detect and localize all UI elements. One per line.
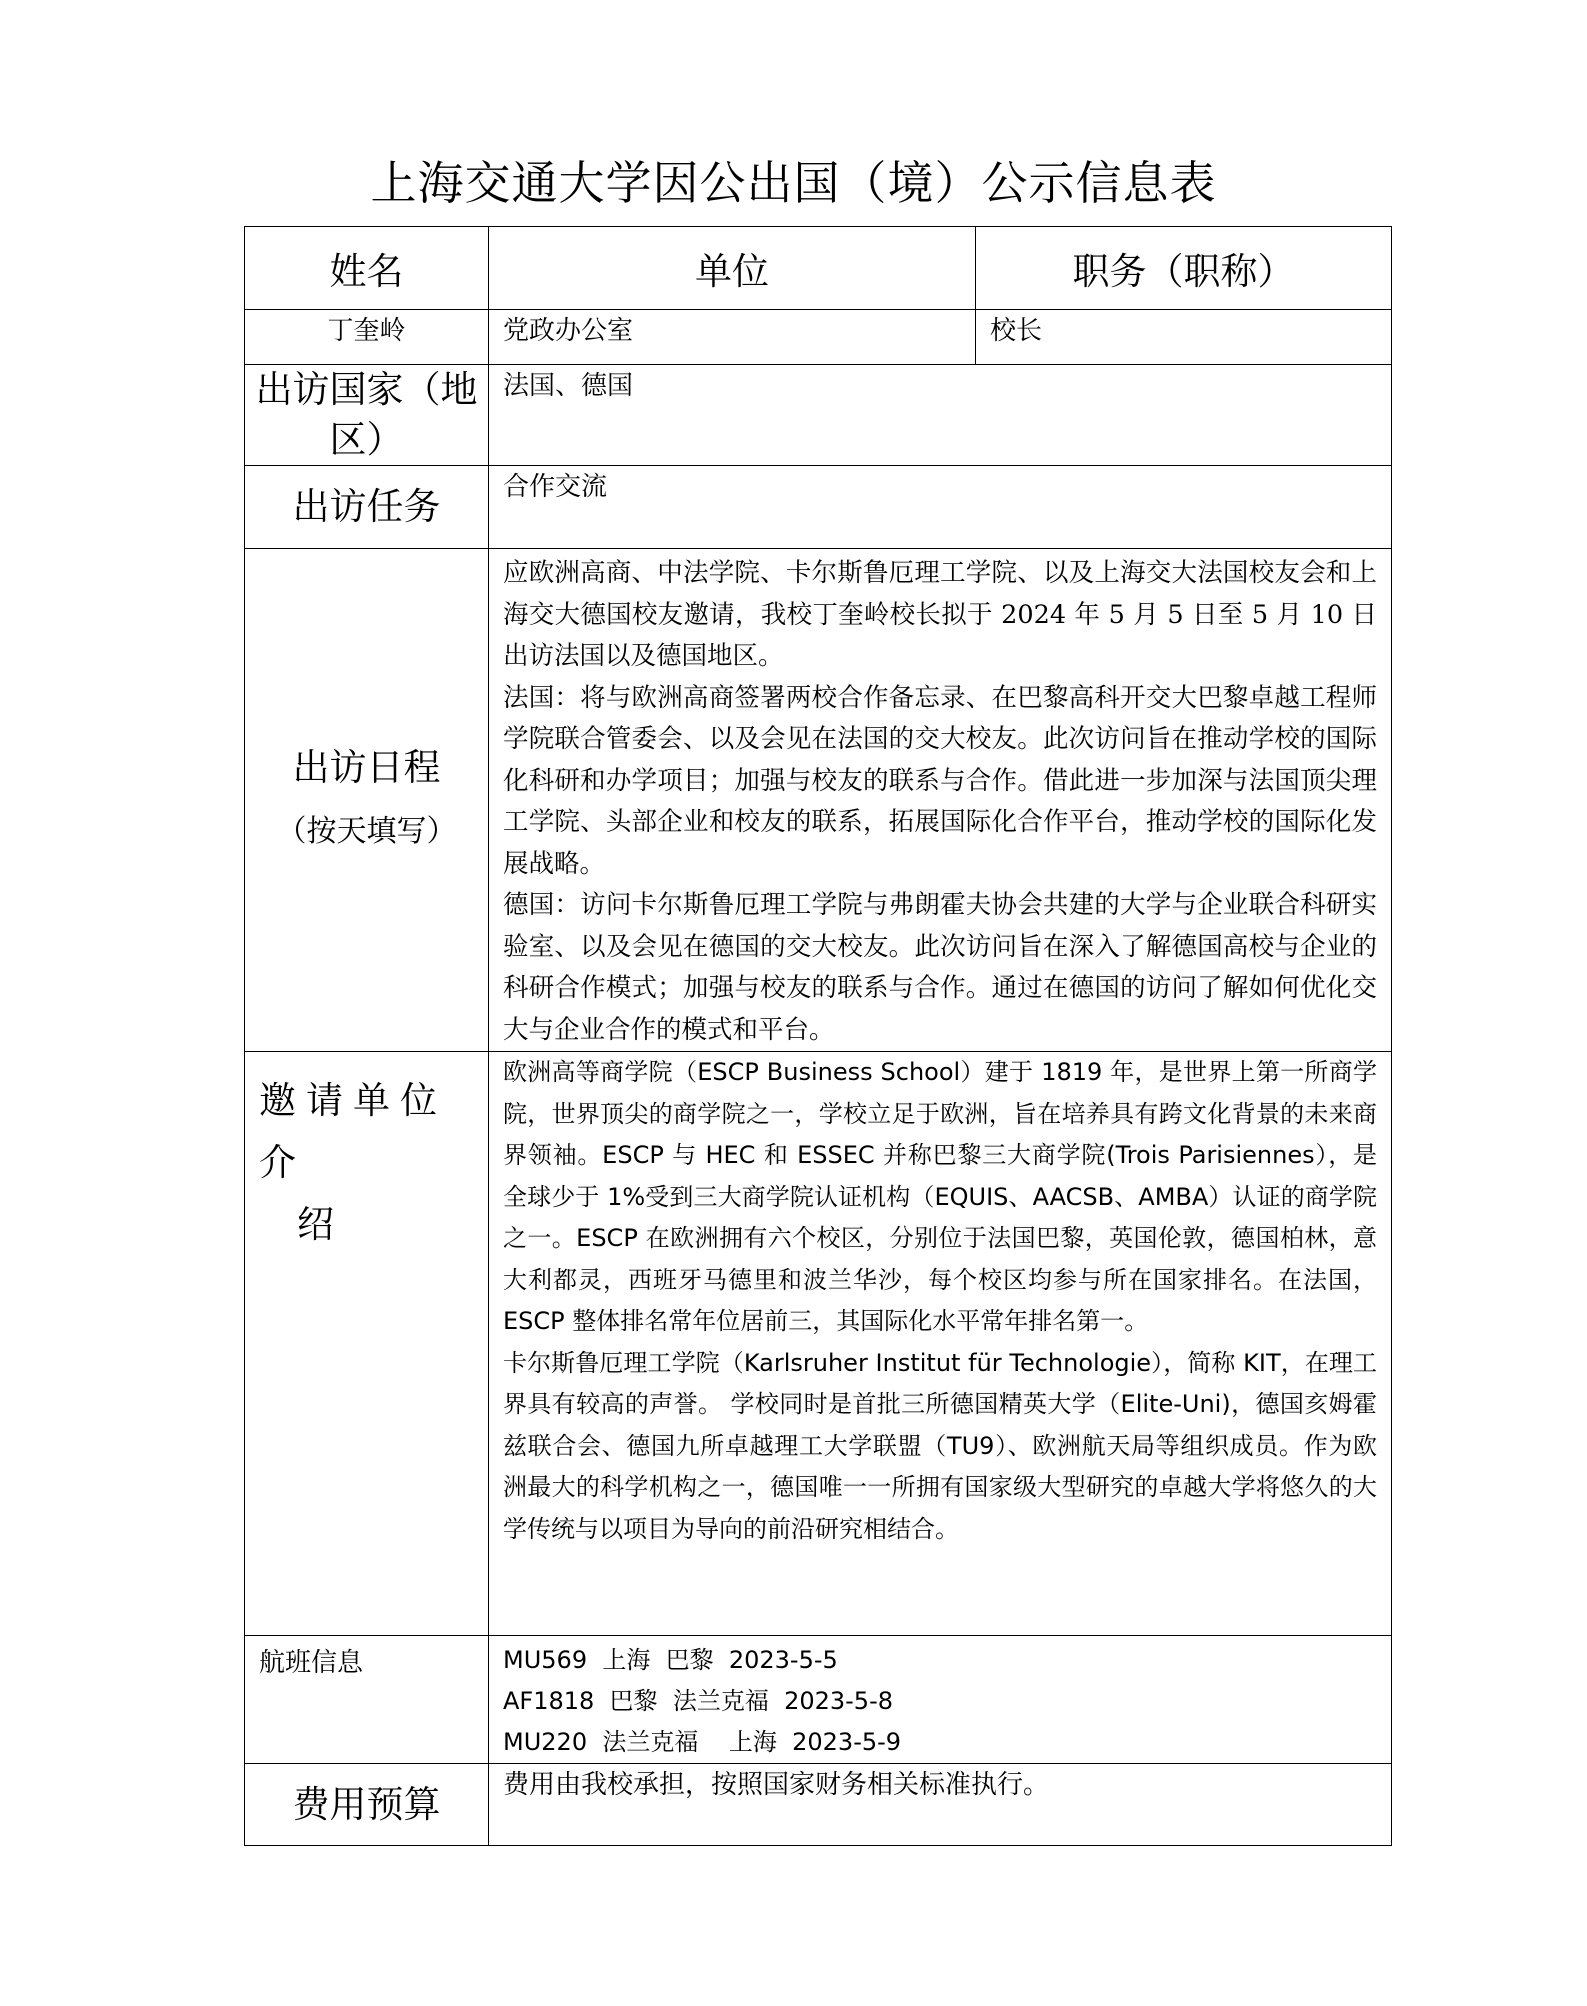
person-row: [245, 310, 1392, 365]
person-position: 校长: [976, 310, 1392, 365]
schedule-label: 出访日程: [292, 746, 441, 789]
schedule-row: [245, 549, 1392, 1052]
info-table: [244, 226, 1392, 1846]
flight-list: [489, 1636, 1392, 1764]
budget-value: 费用由我校承担，按照国家财务相关标准执行。: [489, 1764, 1392, 1846]
schedule-content: [489, 549, 1392, 1052]
position-header: 职务（职称）: [976, 227, 1392, 310]
unit-header: 单位: [489, 227, 976, 310]
inviter-row: [245, 1052, 1392, 1636]
flight-item: MU220 法兰克福 上海 2023-5-9: [503, 1728, 902, 1756]
flight-item: AF1818 巴黎 法兰克福 2023-5-8: [503, 1687, 894, 1715]
schedule-label-cell: [245, 549, 489, 1052]
task-value: 合作交流: [489, 466, 1392, 549]
destination-value: 法国、德国: [489, 365, 1392, 466]
inviter-label-line2: 绍: [297, 1203, 344, 1246]
budget-label: 费用预算: [245, 1764, 489, 1846]
header-row: [245, 227, 1392, 310]
inviter-label-line1: 邀请单位介: [259, 1079, 447, 1184]
schedule-paragraph: 应欧洲高商、中法学院、卡尔斯鲁厄理工学院、以及上海交大法国校友会和上海交大德国校友邀请，我校丁奎岭校长拟于 2024 年 5 月 5 日至 5 月 10 日出访法国以及德国地区。: [503, 558, 1377, 671]
name-header: 姓名: [245, 227, 489, 310]
budget-row: [245, 1764, 1392, 1846]
person-unit: 党政办公室: [489, 310, 976, 365]
page-title: 上海交通大学因公出国（境）公示信息表: [370, 156, 1217, 210]
inviter-paragraph: 欧洲高等商学院（ESCP Business School）建于 1819 年，是世界上第一所商学院，世界顶尖的商学院之一，学校立足于欧洲，旨在培养具有跨文化背景的未来商界领袖。ESCP 与 HEC 和 ESSEC 并称巴黎三大商学院(Trois Parisiennes），是全球少于 1%受到三大商学院认证机构（EQUIS、AACSB、AMBA）认证的商学院之一。ESCP 在欧洲拥有六个校区，分别位于法国巴黎，英国伦敦，德国柏林，意大利都灵，西班牙马德里和波兰华沙，每个校区均参与所在国家排名。在法国，ESCP 整体排名常年位居前三，其国际化水平常年排名第一。: [503, 1058, 1377, 1335]
flight-row: [245, 1636, 1392, 1764]
schedule-paragraph: 德国：访问卡尔斯鲁厄理工学院与弗朗霍夫协会共建的大学与企业联合科研实验室、以及会见在德国的交大校友。此次访问旨在深入了解德国高校与企业的科研合作模式；加强与校友的联系与合作。通过在德国的访问了解如何优化交大与企业合作的模式和平台。: [503, 890, 1377, 1045]
inviter-label-cell: [245, 1052, 489, 1636]
task-label: 出访任务: [245, 466, 489, 549]
destination-label: 出访国家（地区）: [245, 365, 489, 466]
task-row: [245, 466, 1392, 549]
destination-row: [245, 365, 1392, 466]
inviter-paragraph: 卡尔斯鲁厄理工学院（Karlsruher Institut für Technologie），简称 KIT，在理工界具有较高的声誉。 学校同时是首批三所德国精英大学（Elite-Uni)，德国亥姆霍兹联合会、德国九所卓越理工大学联盟（TU9）、欧洲航天局等组织成员。作为欧洲最大的科学机构之一，德国唯一一所拥有国家级大型研究的卓越大学将悠久的大学传统与以项目为导向的前沿研究相结合。: [503, 1348, 1377, 1543]
person-name: 丁奎岭: [245, 310, 489, 365]
flight-label: 航班信息: [245, 1636, 489, 1764]
schedule-paragraph: 法国：将与欧洲高商签署两校合作备忘录、在巴黎高科开交大巴黎卓越工程师学院联合管委会、以及会见在法国的交大校友。此次访问旨在推动学校的国际化科研和办学项目；加强与校友的联系与合作。借此进一步加深与法国顶尖理工学院、头部企业和校友的联系，拓展国际化合作平台，推动学校的国际化发展战略。: [503, 682, 1377, 879]
schedule-sublabel: （按天填写）: [276, 814, 457, 849]
flight-item: MU569 上海 巴黎 2023-5-5: [503, 1646, 838, 1674]
inviter-content: [489, 1052, 1392, 1636]
